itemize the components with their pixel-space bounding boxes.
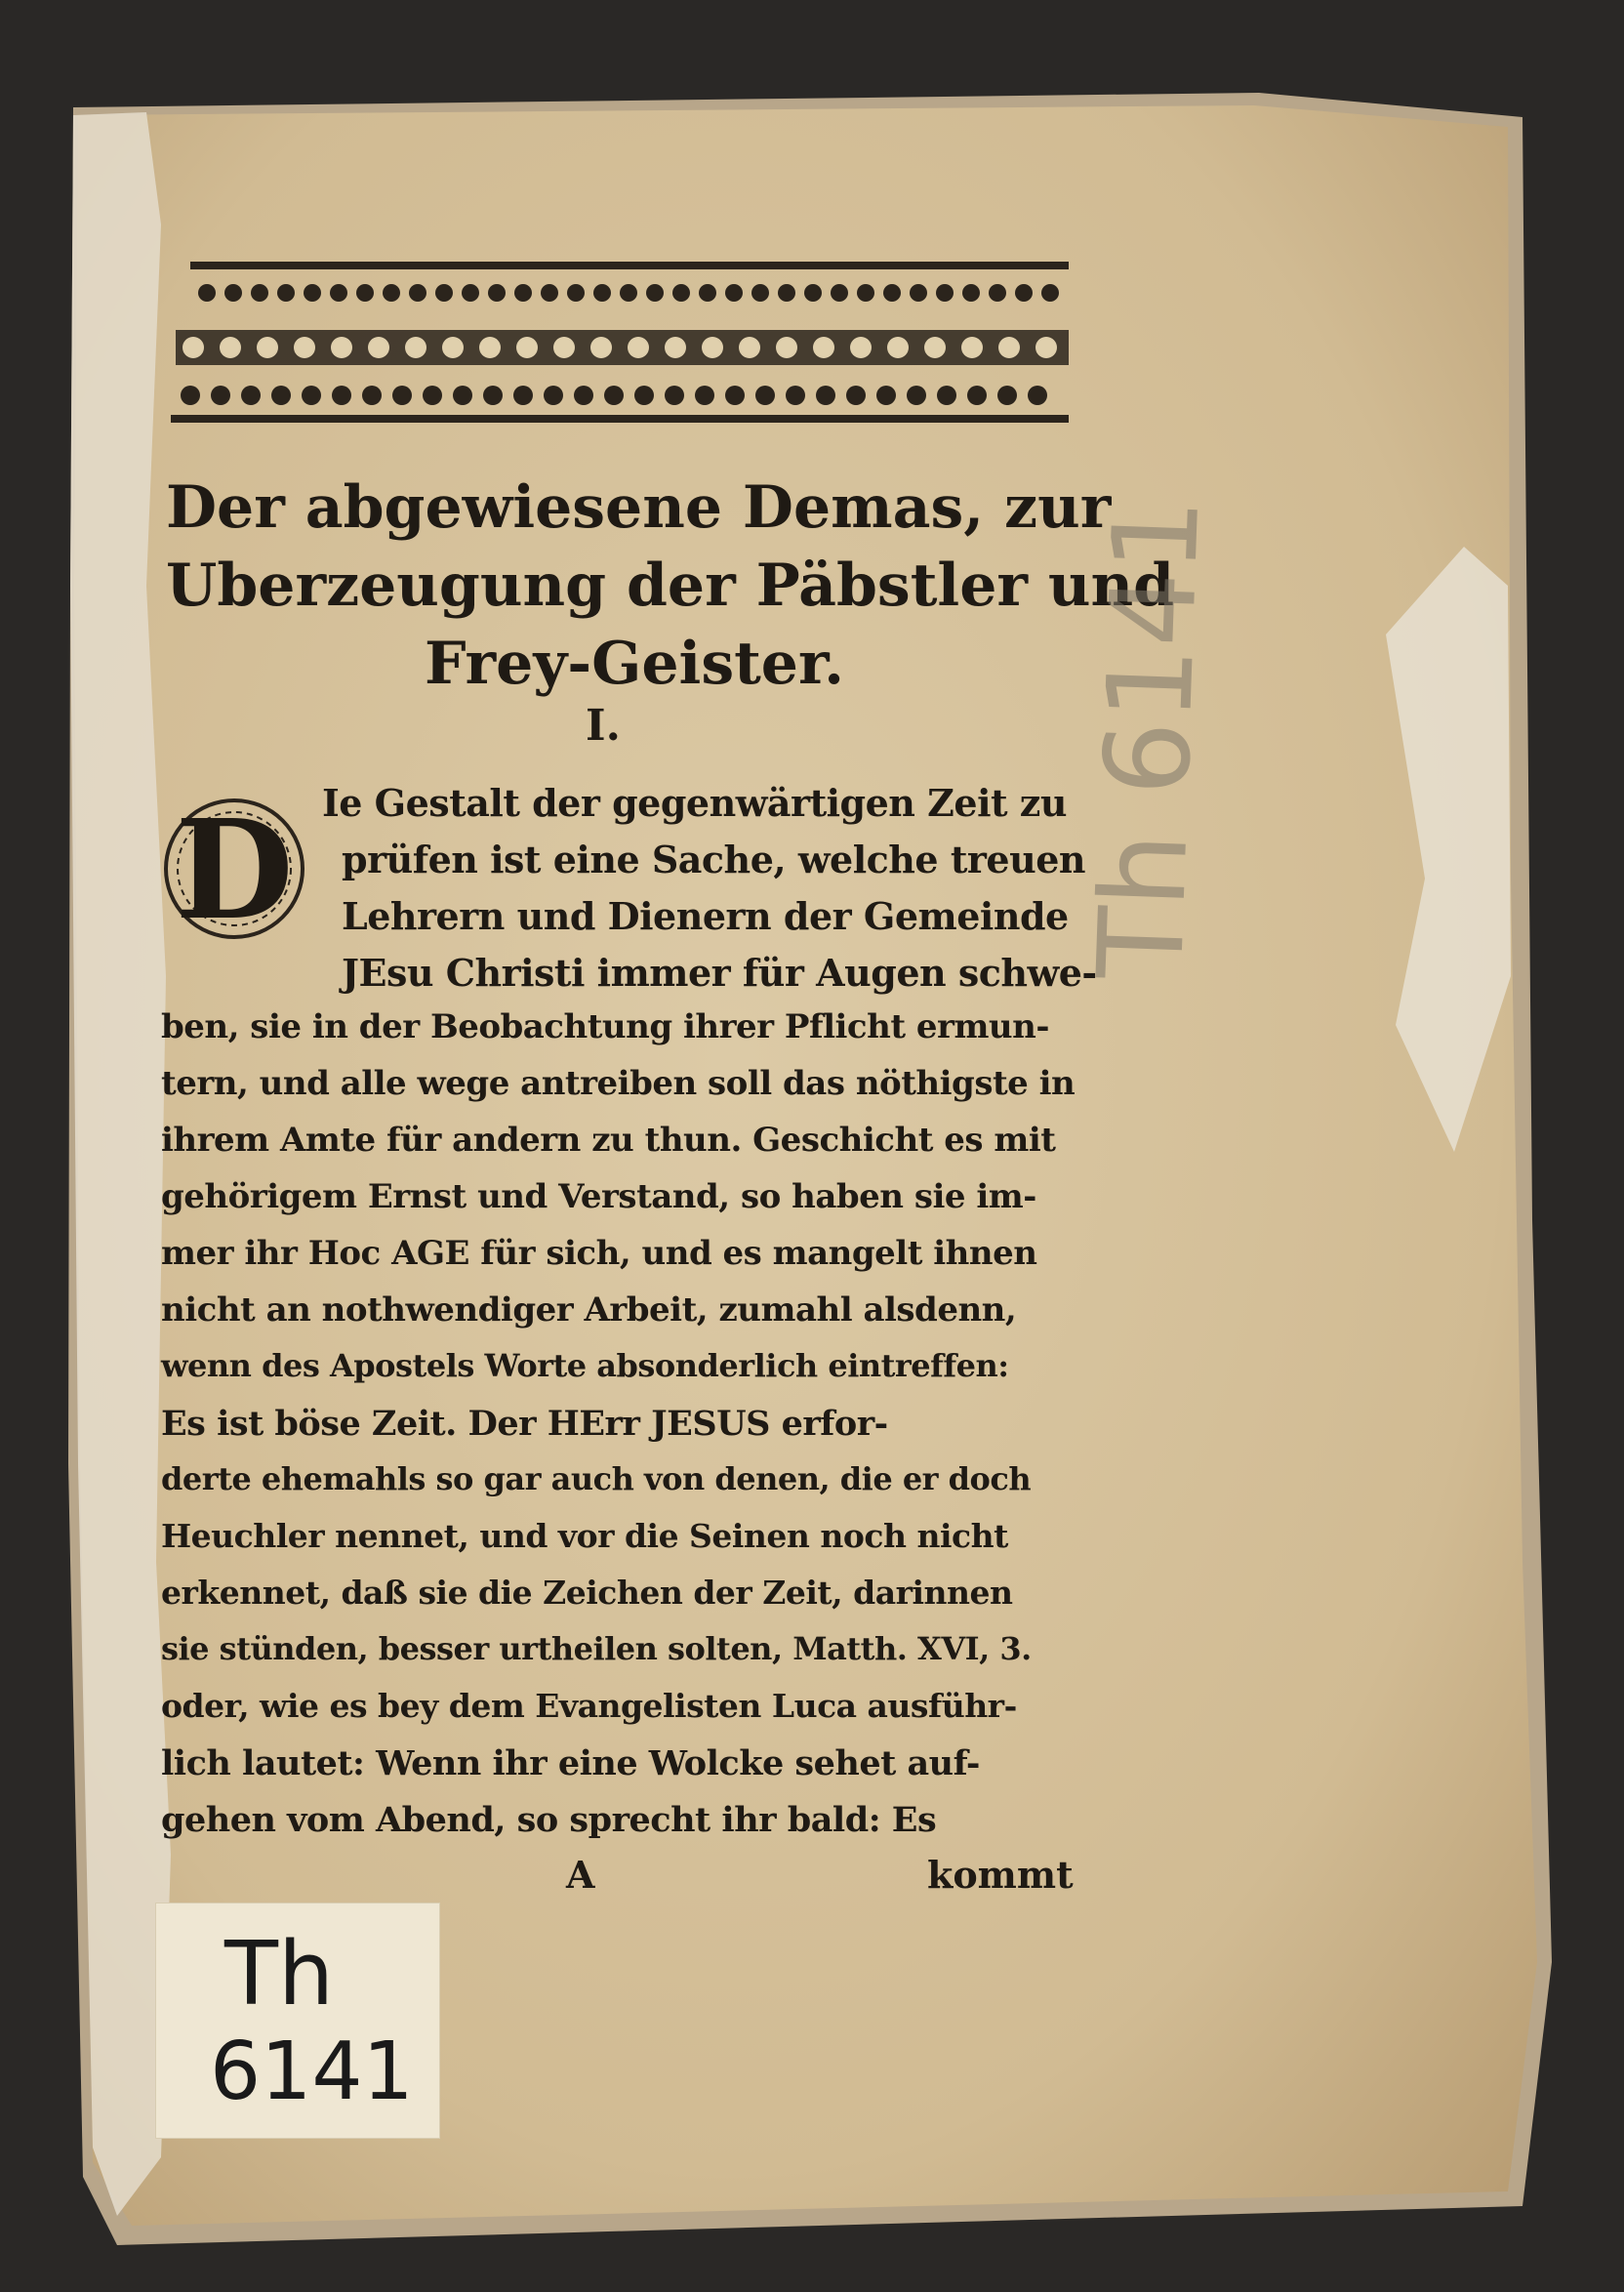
ornament-flower xyxy=(699,284,716,302)
body-line-9: mer ihr Hoc AGE für sich, und es mangelt ihnen xyxy=(161,1234,1037,1273)
ornament-flower xyxy=(304,284,321,302)
ornament-flower xyxy=(356,284,374,302)
ornament-flower xyxy=(331,337,352,358)
ornament-flower xyxy=(846,386,866,405)
body-line-8: gehörigem Ernst und Verstand, so haben sie im- xyxy=(161,1177,1036,1216)
body-line-14: Heuchler nennet, und vor die Seinen noch nicht xyxy=(161,1517,1008,1555)
ornament-flower xyxy=(183,337,204,358)
ornament-flower xyxy=(553,337,575,358)
body-line-7: ihrem Amte für andern zu thun. Geschicht es mit xyxy=(161,1121,1056,1160)
ornament-flower xyxy=(453,386,472,405)
ornament-flower xyxy=(1041,284,1059,302)
ornament-flower xyxy=(332,386,351,405)
ornament-flower xyxy=(271,386,291,405)
ornament-flower xyxy=(604,386,624,405)
ornament-flower xyxy=(786,386,805,405)
ornament-flower xyxy=(665,337,686,358)
ornament-flower xyxy=(1035,337,1057,358)
ornament-flower xyxy=(574,386,593,405)
ornament-flower xyxy=(516,337,538,358)
ornament-flower xyxy=(755,386,775,405)
ornament-flower xyxy=(544,386,563,405)
ornament-flower xyxy=(590,337,612,358)
ornament-flower xyxy=(751,284,769,302)
ornament-flower xyxy=(513,386,533,405)
body-line-2: prüfen ist eine Sache, welche treuen xyxy=(342,838,1086,881)
ornament-flower xyxy=(294,337,315,358)
ornament-flower xyxy=(813,337,834,358)
body-line-6: tern, und alle wege antreiben soll das nöthigste in xyxy=(161,1064,1076,1103)
ornament-flower xyxy=(277,284,295,302)
drop-cap-letter: D xyxy=(175,791,294,951)
ornament-flower xyxy=(181,386,200,405)
ornament-flower xyxy=(405,337,426,358)
ornament-flower xyxy=(961,337,983,358)
section-number: I. xyxy=(586,701,621,751)
ornament-flower xyxy=(211,386,230,405)
ornament-flower xyxy=(593,284,611,302)
ornament-flower xyxy=(725,386,745,405)
ornament-flower xyxy=(887,337,909,358)
ornament-flower xyxy=(479,337,501,358)
ornament-flower xyxy=(831,284,848,302)
ornament-flower xyxy=(739,337,760,358)
body-line-16: sie stünden, besser urtheilen solten, Matth. XVI, 3. xyxy=(161,1630,1032,1667)
body-line-18: lich lautet: Wenn ihr eine Wolcke sehet auf- xyxy=(161,1743,980,1783)
ornament-flower xyxy=(910,284,927,302)
ornament-flower xyxy=(220,337,241,358)
body-line-11: wenn des Apostels Worte absonderlich eintreffen: xyxy=(161,1347,1009,1384)
ornament-flower xyxy=(850,337,872,358)
ornament-flower xyxy=(936,284,954,302)
body-line-15: erkennet, daß sie die Zeichen der Zeit, darinnen xyxy=(161,1574,1013,1612)
ornament-flower xyxy=(695,386,714,405)
body-line-1: Ie Gestalt der gegenwärtigen Zeit zu xyxy=(322,781,1068,825)
ornament-flower xyxy=(224,284,242,302)
ornament-flower xyxy=(997,386,1017,405)
body-line-13: derte ehemahls so gar auch von denen, die er doch xyxy=(161,1460,1032,1497)
ornament-flower xyxy=(409,284,426,302)
ornament-flower xyxy=(383,284,400,302)
ornament-flower xyxy=(634,386,654,405)
ornament-flower xyxy=(435,284,453,302)
ornament-flower xyxy=(725,284,743,302)
ornament-flower xyxy=(937,386,956,405)
ornament-flower xyxy=(702,337,723,358)
ornament-flower xyxy=(423,386,442,405)
ornament-flower xyxy=(330,284,347,302)
body-line-5: ben, sie in der Beobachtung ihrer Pflicht ermun- xyxy=(161,1007,1049,1046)
body-line-10: nicht an nothwendiger Arbeit, zumahl alsdenn, xyxy=(161,1290,1017,1330)
ornament-flower xyxy=(462,284,479,302)
ornament-flower xyxy=(620,284,637,302)
ornament-flower xyxy=(257,337,278,358)
ornament-flower xyxy=(483,386,503,405)
body-line-17: oder, wie es bey dem Evangelisten Luca ausführ- xyxy=(161,1687,1017,1725)
ornament-flower xyxy=(488,284,506,302)
title-line-1: Der abgewiesene Demas, zur xyxy=(166,473,1112,542)
ornament-flower xyxy=(816,386,835,405)
ornament-flower xyxy=(778,284,795,302)
ornament-flower xyxy=(362,386,382,405)
ornament-flower xyxy=(857,284,874,302)
shelf-label xyxy=(156,1903,439,2138)
body-line-3: Lehrern und Dienern der Gemeinde xyxy=(342,894,1069,938)
catchword: kommt xyxy=(927,1853,1074,1897)
title-line-3: Frey-Geister. xyxy=(425,630,844,698)
body-line-12: Es ist böse Zeit. Der HErr JESUS erfor- xyxy=(161,1404,888,1444)
ornament-flower xyxy=(907,386,926,405)
ornament-flower xyxy=(883,284,901,302)
body-line-19: gehen vom Abend, so sprecht ihr bald: Es xyxy=(161,1800,937,1840)
title-line-2: Uberzeugung der Päbstler und xyxy=(166,552,1175,620)
ornament-flower xyxy=(665,386,684,405)
ornament-flower xyxy=(241,386,261,405)
pencil-shelf-mark: Th 6141 xyxy=(1074,495,1227,981)
ornament-flower xyxy=(541,284,558,302)
ornament-flower xyxy=(567,284,585,302)
ornament-flower xyxy=(876,386,896,405)
ornament-flower xyxy=(628,337,649,358)
drop-cap xyxy=(161,771,307,966)
ornament-flower xyxy=(962,284,980,302)
ornament-flower xyxy=(998,337,1020,358)
shelf-label-line-2: 6141 xyxy=(210,2026,414,2118)
ornament-flower xyxy=(442,337,464,358)
ornament-flower xyxy=(804,284,822,302)
ornament-flower xyxy=(251,284,268,302)
ornament-flower xyxy=(672,284,690,302)
shelf-label-line-1: Th xyxy=(224,1923,335,2026)
ornament-flower xyxy=(368,337,389,358)
signature-mark: A xyxy=(566,1853,595,1897)
ornament-flower xyxy=(1028,386,1047,405)
ornament-flower xyxy=(646,284,664,302)
ornament-row-bottom xyxy=(181,386,1047,405)
ornament-flower xyxy=(198,284,216,302)
ornament-flower xyxy=(776,337,797,358)
ornament-flower xyxy=(514,284,532,302)
ornament-flower xyxy=(1015,284,1033,302)
body-line-4: JEsu Christi immer für Augen schwe- xyxy=(342,951,1097,995)
ornament-flower xyxy=(924,337,946,358)
ornament-flower xyxy=(967,386,987,405)
ornament-flower xyxy=(392,386,412,405)
ornament-flower xyxy=(302,386,321,405)
ornament-flower xyxy=(989,284,1006,302)
